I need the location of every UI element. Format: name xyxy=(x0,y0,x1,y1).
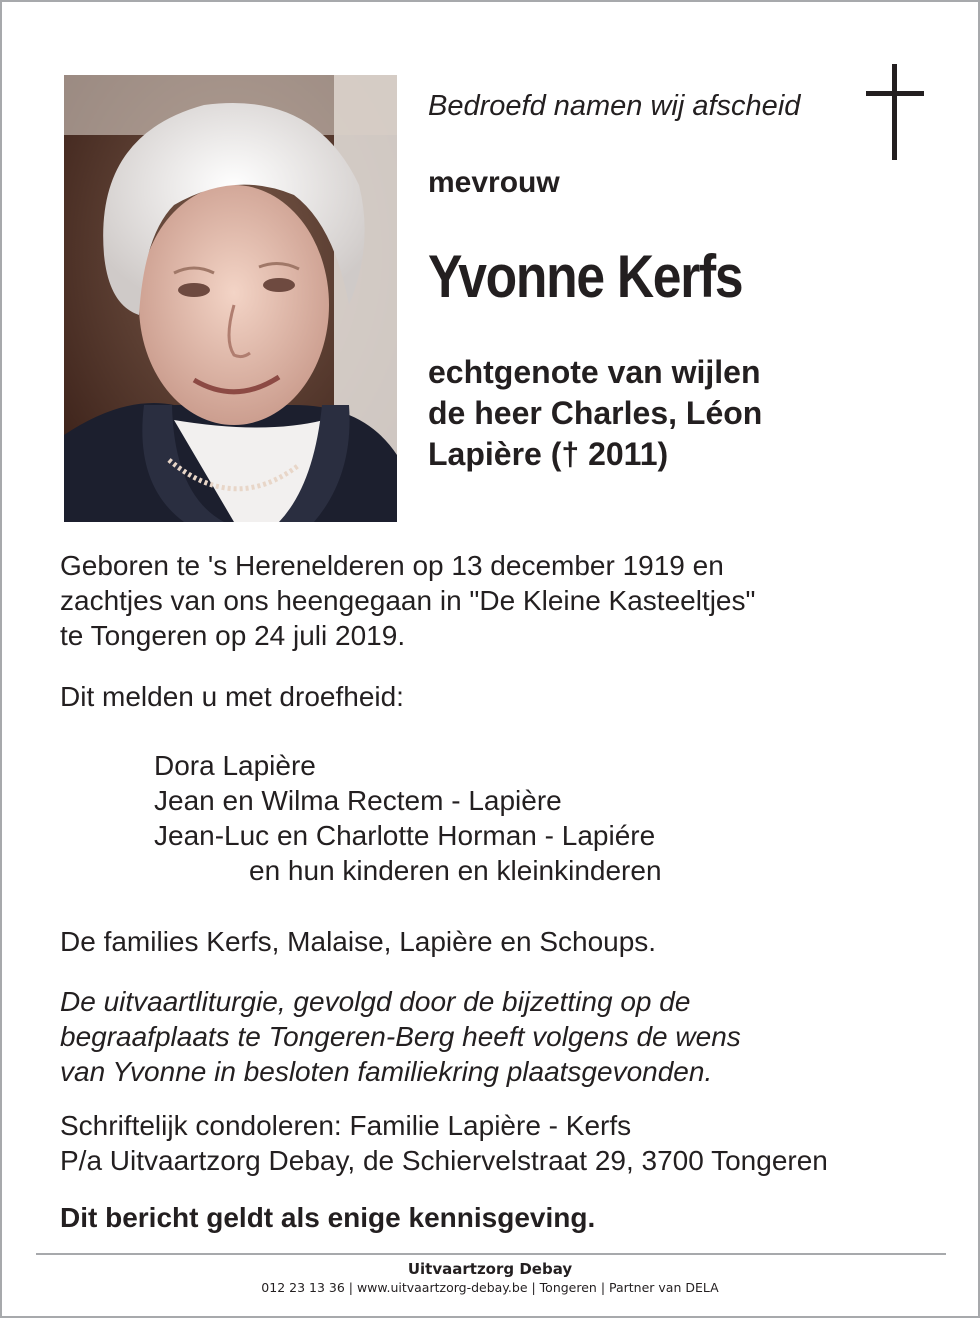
relatives-list xyxy=(154,748,662,888)
only-notice-text: Dit bericht geldt als enige kennisgeving. xyxy=(60,1202,596,1233)
announce-text: Dit melden u met droefheid: xyxy=(60,681,404,712)
footer-contact: 012 23 13 36 | www.uitvaartzorg-debay.be | Tongeren | Partner van DELA xyxy=(261,1280,719,1295)
cross-icon xyxy=(866,64,924,160)
portrait-photo xyxy=(64,75,397,522)
deceased-name: Yvonne Kerfs xyxy=(428,243,743,310)
footer-divider xyxy=(36,1253,946,1255)
liturgy-line: van Yvonne in besloten familiekring plaatsgevonden. xyxy=(60,1056,713,1087)
families-text: De families Kerfs, Malaise, Lapière en Schoups. xyxy=(60,926,657,957)
liturgy-line: begraafplaats te Tongeren-Berg heeft volgens de wens xyxy=(60,1021,741,1052)
spouse-line: de heer Charles, Léon xyxy=(428,395,763,431)
footer-company: Uitvaartzorg Debay xyxy=(407,1260,573,1278)
relative-item: Jean en Wilma Rectem - Lapière xyxy=(154,785,562,816)
liturgy-line: De uitvaartliturgie, gevolgd door de bijzetting op de xyxy=(60,986,691,1017)
relative-item: en hun kinderen en kleinkinderen xyxy=(249,855,662,886)
birth-death-info xyxy=(60,548,755,653)
condolence-info xyxy=(60,1108,828,1178)
birth-line: te Tongeren op 24 juli 2019. xyxy=(60,620,406,651)
honorific: mevrouw xyxy=(428,166,560,199)
liturgy-text xyxy=(60,984,741,1089)
spouse-line: Lapière († 2011) xyxy=(428,436,669,472)
condolence-line: P/a Uitvaartzorg Debay, de Schiervelstraat 29, 3700 Tongeren xyxy=(60,1145,828,1176)
spouse-line: echtgenote van wijlen xyxy=(428,354,761,390)
birth-line: zachtjes van ons heengegaan in "De Kleine Kasteeltjes" xyxy=(60,585,756,616)
birth-line: Geboren te 's Herenelderen op 13 december 1919 en xyxy=(60,550,724,581)
relative-item: Jean-Luc en Charlotte Horman - Lapiére xyxy=(154,820,656,851)
spouse-info xyxy=(428,352,762,475)
relative-item: Dora Lapière xyxy=(154,750,316,781)
intro-text: Bedroefd namen wij afscheid xyxy=(428,90,801,122)
condolence-line: Schriftelijk condoleren: Familie Lapière - Kerfs xyxy=(60,1110,632,1141)
